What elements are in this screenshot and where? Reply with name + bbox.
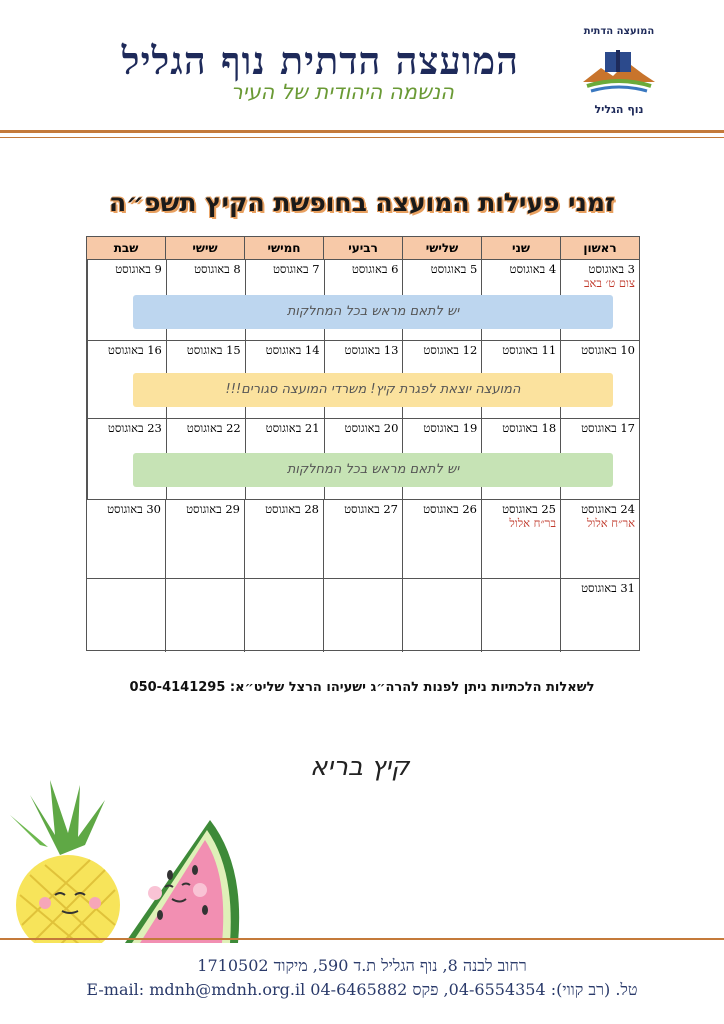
calendar-header-row <box>87 237 639 260</box>
day-note: צום ט׳ באב <box>583 276 635 290</box>
day-date: 26 באוגוסט <box>423 502 477 516</box>
weekday-header: ראשון <box>560 237 639 259</box>
logo-bottom-text: נוף הגליל <box>594 103 644 116</box>
day-date: 22 באוגוסט <box>186 421 241 435</box>
calendar-day <box>165 500 244 578</box>
day-date: 10 באוגוסט <box>581 343 635 357</box>
day-date: 23 באוגוסט <box>107 421 162 435</box>
org-logo <box>574 26 664 116</box>
day-date: 25 באוגוסט <box>502 502 556 516</box>
day-date: 31 באוגוסט <box>581 581 635 595</box>
day-date: 29 באוגוסט <box>186 502 240 516</box>
day-date: 9 באוגוסט <box>115 262 162 276</box>
calendar-week <box>87 419 639 500</box>
day-date: 12 באוגוסט <box>423 343 478 357</box>
org-tagline: הנשמה היהודית של העיר <box>230 80 454 104</box>
pineapple-leaves-icon <box>10 780 105 855</box>
calendar-week <box>87 500 639 579</box>
day-date: 27 באוגוסט <box>344 502 398 516</box>
pineapple-icon <box>16 855 120 943</box>
day-date: 18 באוגוסט <box>502 421 557 435</box>
calendar-day <box>244 500 323 578</box>
footer-contact-info: טל. (רב קווי): 04-6554354, פקס 04-6465882 E-mail: mdnh@mdnh.org.il <box>86 980 638 999</box>
day-date: 8 באוגוסט <box>194 262 241 276</box>
day-date: 5 באוגוסט <box>430 262 478 276</box>
calendar-day <box>87 500 165 578</box>
fruit-illustration <box>0 775 240 943</box>
calendar-day <box>481 500 560 578</box>
header-divider <box>0 130 724 133</box>
calendar-week <box>87 341 639 419</box>
day-date: 17 באוגוסט <box>581 421 635 435</box>
coordination-banner: יש לתאם מראש בכל המחלקות <box>133 453 613 487</box>
calendar <box>86 236 640 651</box>
day-date: 30 באוגוסט <box>107 502 161 516</box>
day-date: 14 באוגוסט <box>265 343 320 357</box>
closure-banner: המועצה יוצאת לפגרת קיץ! משרדי המועצה סגורים!!! <box>133 373 613 407</box>
weekday-header: רביעי <box>323 237 402 259</box>
weekday-header: שבת <box>113 241 139 255</box>
footer-address: רחוב לבנה 8, נוף הגליל ת.ד 590, מיקוד 1710502 <box>197 956 527 975</box>
day-date: 24 באוגוסט <box>581 502 635 516</box>
footer-divider <box>0 938 724 940</box>
summer-greeting: קיץ בריא <box>310 752 410 782</box>
calendar-day <box>165 579 244 652</box>
header-divider-thin <box>0 137 724 138</box>
day-note: אר״ח אלול <box>587 516 635 530</box>
calendar-day <box>560 500 639 578</box>
calendar-day <box>481 579 560 652</box>
day-date: 13 באוגוסט <box>344 343 399 357</box>
day-date: 11 באוגוסט <box>502 343 557 357</box>
calendar-week <box>87 260 639 341</box>
day-date: 3 באוגוסט <box>588 262 635 276</box>
weekday-header: שישי <box>165 237 244 259</box>
book-mountain-icon <box>579 38 659 98</box>
day-note: בר״ח אלול <box>509 516 556 530</box>
day-date: 20 באוגוסט <box>344 421 399 435</box>
org-name: המועצה הדתית נוף הגליל <box>121 38 519 83</box>
day-date: 21 באוגוסט <box>265 421 320 435</box>
day-date: 4 באוגוסט <box>509 262 557 276</box>
day-date: 16 באוגוסט <box>107 343 162 357</box>
weekday-header: שלישי <box>402 237 481 259</box>
weekday-header: שני <box>481 237 560 259</box>
schedule-title: זמני פעילות המועצה בחופשת הקיץ תשפ״ה <box>109 188 615 217</box>
day-date: 19 באוגוסט <box>423 421 478 435</box>
calendar-day <box>323 579 402 652</box>
day-date: 28 באוגוסט <box>265 502 319 516</box>
day-date: 6 באוגוסט <box>351 262 399 276</box>
calendar-day <box>402 500 481 578</box>
calendar-day <box>87 579 165 652</box>
day-date: 7 באוגוסט <box>272 262 320 276</box>
calendar-week <box>87 579 639 652</box>
calendar-day <box>323 500 402 578</box>
calendar-day <box>244 579 323 652</box>
day-date: 15 באוגוסט <box>186 343 241 357</box>
watermelon-icon <box>125 820 239 943</box>
page-header <box>0 0 724 135</box>
halachic-contact: לשאלות הלכתיות ניתן לפנות להרה״ג ישעיהו הרצל שליט״א: 050-4141295 <box>129 680 595 695</box>
calendar-day <box>560 579 639 652</box>
weekday-header: חמישי <box>244 237 323 259</box>
coordination-banner: יש לתאם מראש בכל המחלקות <box>133 295 613 329</box>
logo-top-text: המועצה הדתית <box>583 26 655 37</box>
calendar-day <box>402 579 481 652</box>
